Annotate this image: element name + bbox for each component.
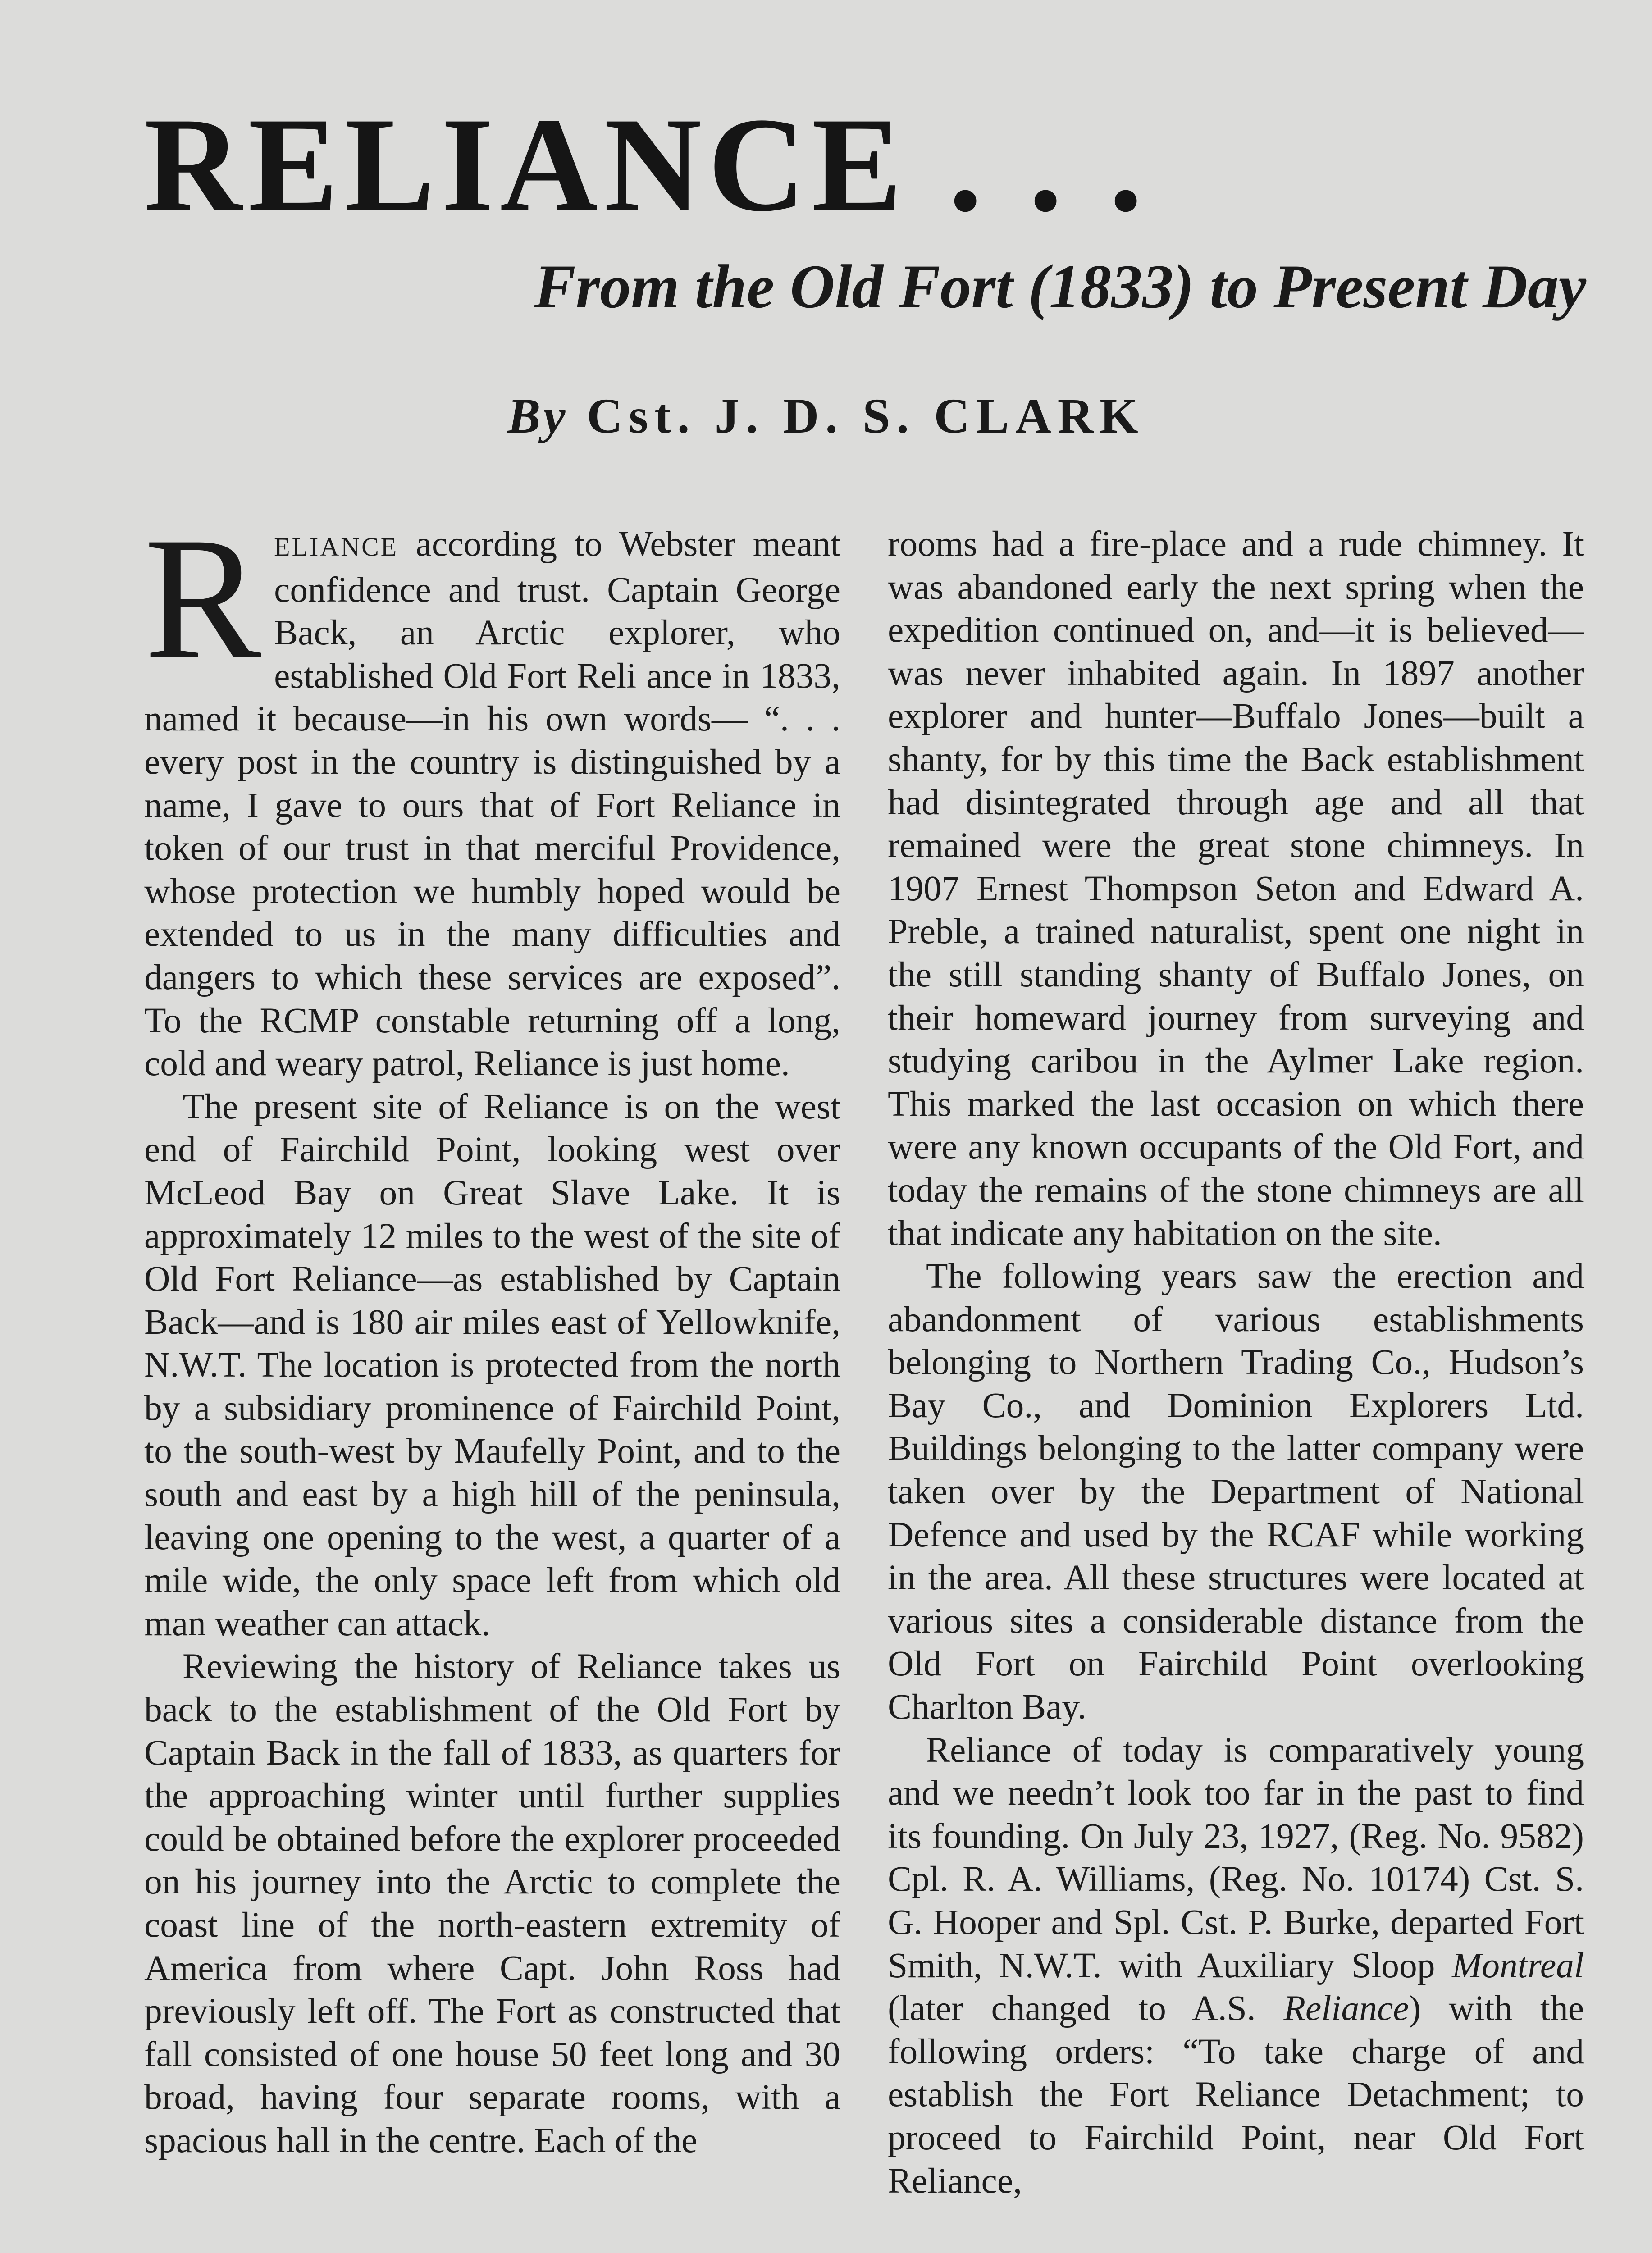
paragraph-5-text-a: Reliance of today is comparatively young and we needn’t look too far in the past to find its founding. On July 23, 1927, (Reg. No. 9582) Cpl. R. A. Williams, (Reg. No. 10174) Cst. S. G. Hooper and Spl. Cst. P. Burke, departed Fort Smith, N.W.T. with Auxiliary Sloop xyxy=(888,1730,1584,1985)
vessel-name-montreal: Montreal xyxy=(1452,1945,1584,1985)
paragraph-1-text: according to Webster meant confidence and trust. Captain George Back, an Arctic explorer, who established Old Fort Reli ance in 1833, named it because—in his own words— “. . . every post in the country is distinguished by a name, I gave to ours that of Fort Reliance in token of our trust in that merciful Providence, whose protection we humbly hoped would be extended to us in the many difficulties and dangers to which these services are exposed”. To the RCMP constable returning off a long, cold and weary patrol, Reliance is just home. xyxy=(144,524,840,1084)
paragraph-5-text-c: ) with the following orders: “To take charge of and establish the Fort Reliance Detachment; to proceed to Fairchild Point, near Old Fort Reliance, xyxy=(888,1988,1584,2201)
paragraph-5-text-b: (later changed to A.S. xyxy=(888,1988,1284,2029)
right-column xyxy=(888,523,1584,2203)
byline xyxy=(0,388,1652,445)
byline-author: Cst. J. D. S. CLARK xyxy=(586,388,1145,443)
paragraph-3-continued: rooms had a fire-place and a rude chimney. It was abandoned early the next spring when the expedition continued on, and—it is believed—was never inhabited again. In 1897 another explorer and hunter—Buffalo Jones—built a shanty, for by this time the Back establishment had disintegrated through age and all that remained were the great stone chimneys. In 1907 Ernest Thompson Seton and Edward A. Preble, a trained naturalist, spent one night in the still standing shanty of Buffalo Jones, on their homeward journey from surveying and studying caribou in the Aylmer Lake region. This marked the last occasion on which there were any known occupants of the Old Fort, and today the remains of the stone chimneys are all that indicate any habitation on the site. xyxy=(888,524,1584,1253)
paragraph-5 xyxy=(888,1729,1584,2203)
left-column xyxy=(144,501,840,2162)
article-title: RELIANCE . . . xyxy=(144,90,1149,239)
article-subtitle: From the Old Fort (1833) to Present Day xyxy=(534,252,1586,321)
paragraph-3: Reviewing the history of Reliance takes us back to the establishment of the Old Fort by Captain Back in the fall of 1833, as quarters for the approaching winter until further supplies could be obtained before the explorer proceeded on his journey into the Arctic to complete the coast line of the north-eastern extremity of America from where Capt. John Ross had previously left off. The Fort as constructed that fall consisted of one house 50 feet long and 30 broad, having four separate rooms, with a spacious hall in the centre. Each of the xyxy=(144,1646,840,2160)
byline-by: By xyxy=(507,388,568,443)
drop-cap: R xyxy=(144,501,262,696)
vessel-name-reliance: Reliance xyxy=(1283,1988,1409,2029)
paragraph-4: The following years saw the erection and abandonment of various establishments belonging to Northern Trading Co., Hudson’s Bay Co., and Dominion Explorers Ltd. Buildings belonging to the latter company were taken over by the Department of National Defence and used by the RCAF while working in the area. All these structures were located at various sites a considerable distance from the Old Fort on Fairchild Point overlooking Charlton Bay. xyxy=(888,1256,1584,1727)
lead-in-smallcaps: ELIANCE xyxy=(274,532,399,561)
paragraph-1 xyxy=(144,501,840,1085)
paragraph-2: The present site of Reliance is on the west end of Fairchild Point, looking west over McLeod Bay on Great Slave Lake. It is approximately 12 miles to the west of the site of Old Fort Reliance—as established by Captain Back—and is 180 air miles east of Yellowknife, N.W.T. The location is protected from the north by a subsidiary prominence of Fairchild Point, to the south-west by Maufelly Point, and to the south and east by a high hill of the peninsula, leaving one opening to the west, a quarter of a mile wide, the only space left from which old man weather can attack. xyxy=(144,1086,840,1643)
